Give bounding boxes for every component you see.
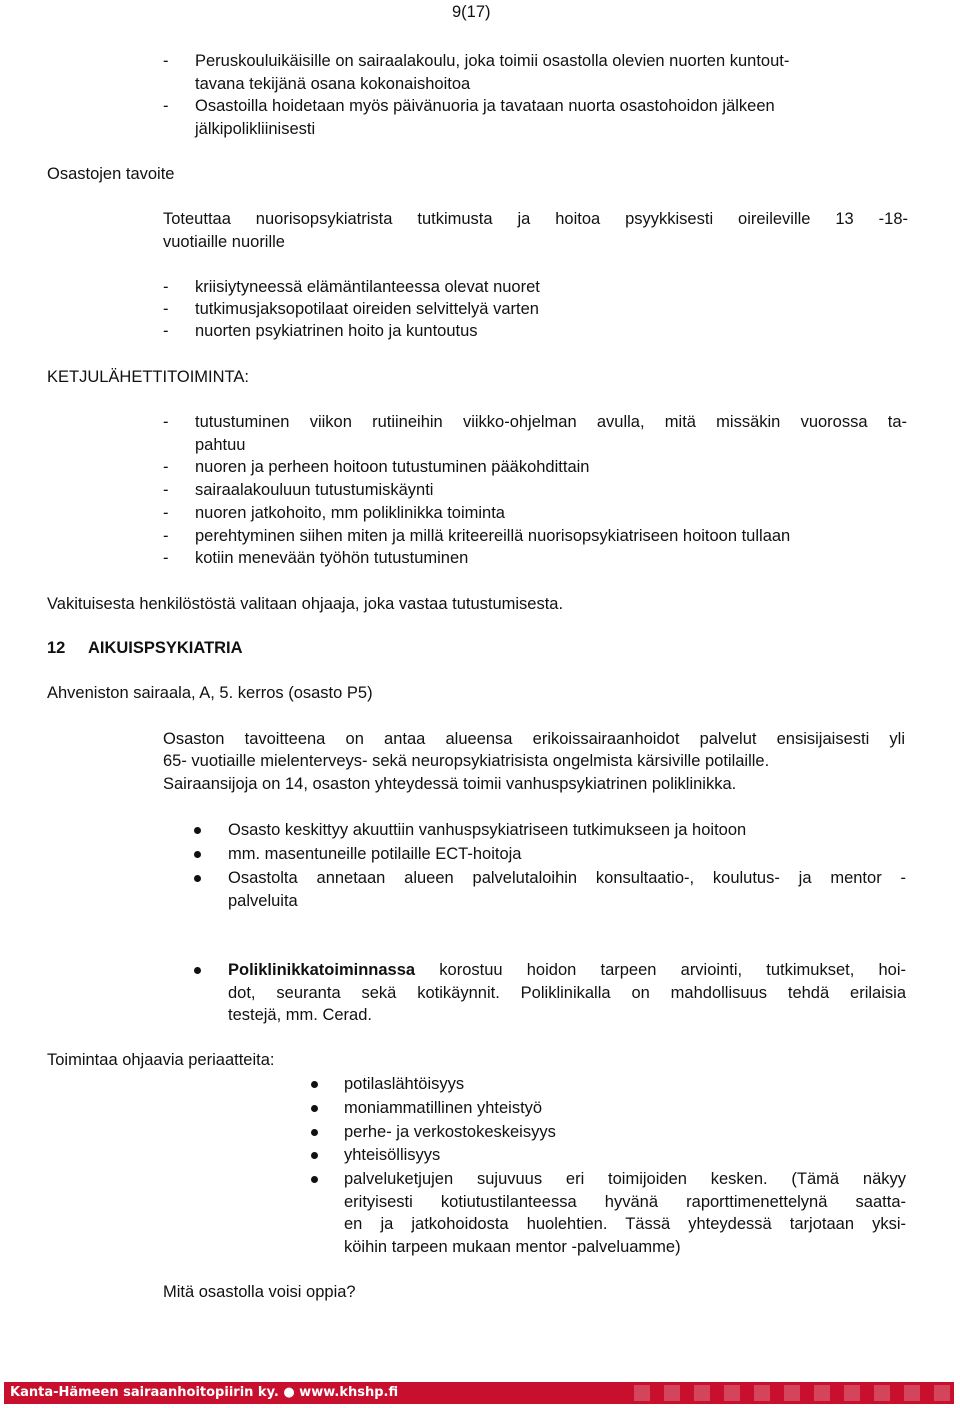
section-heading (47, 637, 243, 660)
intro-line: 65- vuotiaille mielenterveys- sekä neuropsykiatrisista ongelmista kärsiville potilaille. (163, 752, 770, 770)
bullet-icon (194, 875, 201, 882)
list-item: sairaalakouluun tutustumiskäynti (195, 481, 434, 499)
dash-marker: - (163, 504, 169, 522)
goals-text: Toteuttaa nuorisopsykiatrista tutkimusta ja hoitoa psyykkisesti oireileville 13 -18- (163, 210, 908, 228)
bullet-icon (311, 1152, 318, 1159)
intro-line: Sairaansijoja on 14, osaston yhteydessä toimii vanhuspsykiatrinen poliklinikka. (163, 775, 737, 793)
dash-marker: - (163, 300, 169, 318)
bullet-icon (194, 851, 201, 858)
list-item: nuoren ja perheen hoitoon tutustuminen pääkohdittain (195, 458, 590, 476)
dash-marker: - (163, 549, 169, 567)
dash-marker: - (163, 413, 169, 431)
clinic-bold-term: Poliklinikkatoiminnassa (228, 961, 416, 979)
clinic-text: korostuu hoidon tarpeen arviointi, tutkimukset, hoi- (415, 961, 906, 979)
list-item: palveluketjujen sujuvuus eri toimijoiden kesken. (Tämä näkyy (344, 1170, 906, 1188)
bullet-icon (311, 1129, 318, 1136)
list-item: yhteisöllisyys (344, 1146, 441, 1164)
list-item: kotiin menevään työhön tutustuminen (195, 549, 469, 567)
list-item: Osastoilla hoidetaan myös päivänuoria ja tavataan nuorta osastohoidon jälkeen (195, 97, 775, 115)
list-item: nuoren jatkohoito, mm poliklinikka toiminta (195, 504, 505, 522)
question: Mitä osastolla voisi oppia? (163, 1283, 356, 1301)
footer-pattern (624, 1382, 954, 1404)
ketju-label: KETJULÄHETTITOIMINTA: (47, 368, 249, 386)
dash-marker: - (163, 278, 169, 296)
list-item: moniammatillinen yhteistyö (344, 1099, 543, 1117)
list-item: Osastolta annetaan alueen palvelutaloihin konsultaatio-, koulutus- ja mentor - (228, 869, 906, 887)
dash-marker: - (163, 97, 169, 115)
dash-marker: - (163, 458, 169, 476)
list-item: tavana tekijänä osana kokonaishoitoa (195, 75, 471, 93)
dash-marker: - (163, 481, 169, 499)
list-item: Osasto keskittyy akuuttiin vanhuspsykiatriseen tutkimukseen ja hoitoon (228, 821, 747, 839)
bullet-icon (194, 967, 201, 974)
goals-text: vuotiaille nuorille (163, 233, 285, 251)
footer-band (4, 1382, 954, 1404)
clinic-line (228, 959, 906, 982)
list-item: kriisiytyneessä elämäntilanteessa olevat nuoret (195, 278, 540, 296)
goals-label: Osastojen tavoite (47, 165, 175, 183)
list-item: jälkipolikliinisesti (195, 120, 316, 138)
list-item: perhe- ja verkostokeskeisyys (344, 1123, 556, 1141)
section-number: 12 (47, 639, 66, 657)
list-item: erityisesti kotiutustilanteessa hyvänä raporttimenettelynä saatta- (344, 1193, 906, 1211)
clinic-line: dot, seuranta sekä kotikäynnit. Poliklinikalla on mahdollisuus tehdä erilaisia (228, 984, 906, 1002)
intro-line: Osaston tavoitteena on antaa alueensa erikoissairaanhoidot palvelut ensisijaisesti yli (163, 730, 905, 748)
dash-marker: - (163, 527, 169, 545)
list-item: palveluita (228, 892, 298, 910)
list-item: mm. masentuneille potilaille ECT-hoitoja (228, 845, 522, 863)
dash-marker: - (163, 322, 169, 340)
clinic-line: testejä, mm. Cerad. (228, 1006, 372, 1024)
list-item: nuorten psykiatrinen hoito ja kuntoutus (195, 322, 478, 340)
list-item: potilaslähtöisyys (344, 1075, 465, 1093)
list-item: perehtyminen siihen miten ja millä kriteereillä nuorisopsykiatriseen hoitoon tullaan (195, 527, 791, 545)
list-item: Peruskouluikäisille on sairaalakoulu, joka toimii osastolla olevien nuorten kuntout- (195, 52, 790, 70)
list-item: en ja jatkohoidosta huolehtien. Tässä yhteydessä tarjotaan yksi- (344, 1215, 906, 1233)
list-item: tutustuminen viikon rutiineihin viikko-ohjelman avulla, mitä missäkin vuorossa ta- (195, 413, 907, 431)
bullet-icon (311, 1105, 318, 1112)
footer-text: Kanta-Hämeen sairaanhoitopiirin ky. ● www.khshp.fi (10, 1385, 399, 1400)
bullet-icon (194, 827, 201, 834)
bullet-icon (311, 1176, 318, 1183)
list-item: tutkimusjaksopotilaat oireiden selvittelyä varten (195, 300, 539, 318)
principles-label: Toimintaa ohjaavia periaatteita: (47, 1051, 275, 1069)
list-item: köihin tarpeen mukaan mentor -palveluamme) (344, 1238, 681, 1256)
staff-note: Vakituisesta henkilöstöstä valitaan ohjaaja, joka vastaa tutustumisesta. (47, 595, 564, 613)
page-number: 9(17) (452, 3, 491, 21)
bullet-icon (311, 1081, 318, 1088)
dash-marker: - (163, 52, 169, 70)
list-item: pahtuu (195, 436, 246, 454)
section-location: Ahveniston sairaala, A, 5. kerros (osasto P5) (47, 684, 373, 702)
section-title: AIKUISPSYKIATRIA (87, 639, 243, 657)
